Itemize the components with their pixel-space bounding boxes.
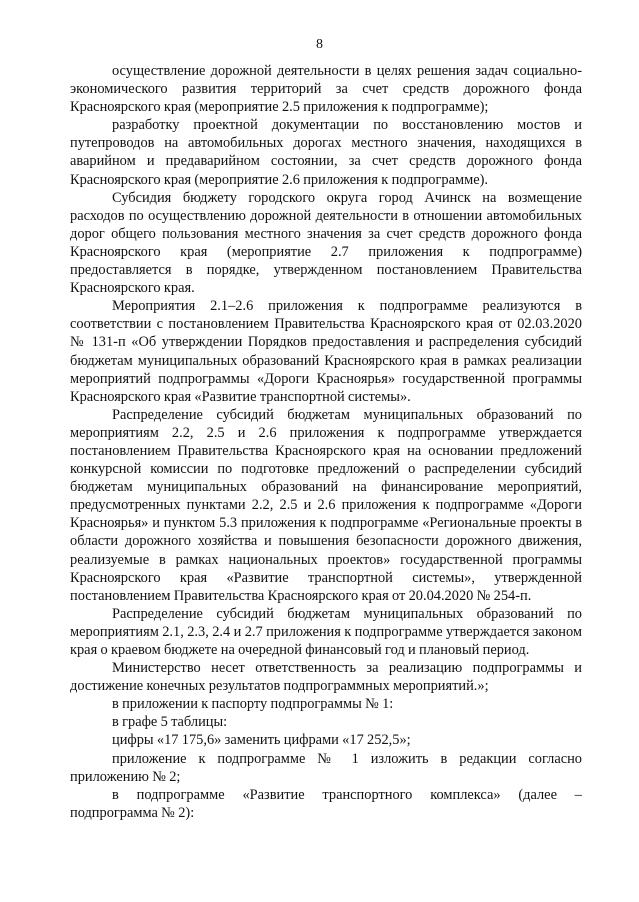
paragraph: Министерство несет ответственность за реализацию подпрограммы и достижение конечных результатов подпрограммных мероприятий.»; bbox=[70, 660, 582, 695]
paragraph: Распределение субсидий бюджетам муниципальных образований по мероприятиям 2.2, 2.5 и 2.6 приложения к подпрограмме утверждается постановлением Правительства Красноярского края на основании предложений конкурсной комиссии по подготовке предложений о распределении субсидий бюджетам муниципальных образований на финансирование мероприятий, предусмотренных пунктами 2.2, 2.5 и 2.6 приложения к подпрограмме «Дороги Красноярья» и пунктом 5.3 приложения к подпрограмме «Региональные проекты в области дорожного хозяйства и повышения безопасности дорожного движения, реализуемые в рамках национальных проектов» государственной программы Красноярского края «Развитие транспортной системы», утвержденной постановлением Правительства Красноярского края от 20.04.2020 № 254-п. bbox=[70, 406, 582, 604]
paragraph: в графе 5 таблицы: bbox=[112, 714, 228, 731]
paragraph: осуществление дорожной деятельности в целях решения задач социально-экономического развития территорий за счет средств дорожного фонда Красноярского края (мероприятие 2.5 приложения к подпрограмме); bbox=[70, 63, 582, 116]
paragraph: цифры «17 175,6» заменить цифрами «17 252,5»; bbox=[112, 732, 411, 749]
paragraph: в приложении к паспорту подпрограммы № 1: bbox=[112, 696, 394, 713]
document-body bbox=[70, 62, 582, 822]
page-number: 8 bbox=[316, 37, 323, 52]
paragraph: разработку проектной документации по восстановлению мостов и путепроводов на автомобильных дорогах местного значения, находящихся в аварийном и предаварийном состоянии, за счет средств дорожного фонда Красноярского края (мероприятие 2.6 приложения к подпрограмме). bbox=[70, 117, 582, 188]
paragraph: приложение к подпрограмме № 1 изложить в редакции согласно приложению № 2; bbox=[70, 750, 582, 785]
paragraph: в подпрограмме «Развитие транспортного комплекса» (далее – подпрограмма № 2): bbox=[70, 786, 582, 821]
paragraph: Субсидия бюджету городского округа город Ачинск на возмещение расходов по осуществлению дорожной деятельности в отношении автомобильных дорог общего пользования местного значения за счет средств дорожного фонда Красноярского края (мероприятие 2.7 приложения к подпрограмме) предоставляется в порядке, утвержденном постановлением Правительства Красноярского края. bbox=[70, 189, 582, 297]
paragraph: Распределение субсидий бюджетам муниципальных образований по мероприятиям 2.1, 2.3, 2.4 и 2.7 приложения к подпрограмме утверждается законом края о краевом бюджете на очередной финансовый год и плановый период. bbox=[70, 605, 582, 658]
paragraph: Мероприятия 2.1–2.6 приложения к подпрограмме реализуются в соответствии с постановлением Правительства Красноярского края от 02.03.2020 № 131-п «Об утверждении Порядков предоставления и распределения субсидий бюджетам муниципальных образований Красноярского края в рамках реализации мероприятий подпрограммы «Дороги Красноярья» государственной программы Красноярского края «Развитие транспортной системы». bbox=[70, 298, 582, 405]
